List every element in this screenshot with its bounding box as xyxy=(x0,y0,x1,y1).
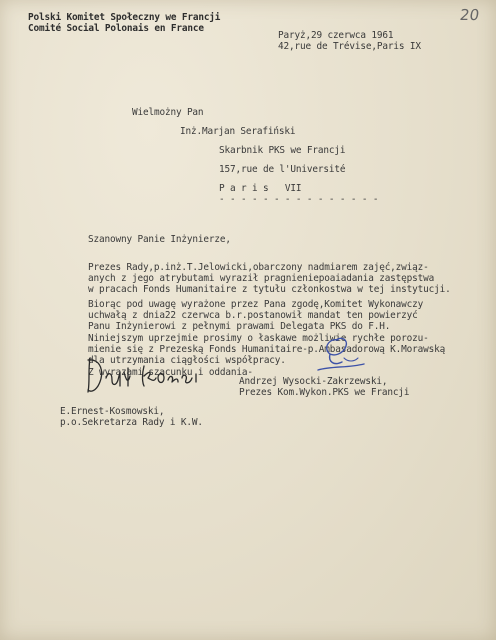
signature-president-handwritten xyxy=(308,332,368,380)
recipient-underline: - - - - - - - - - - - - - - - xyxy=(219,194,379,205)
recipient-city: P a r i s VII xyxy=(219,183,302,194)
paragraph-1-line-2: anych z jego atrybutami wyraził pragnieniepoaiadania zastępstwa xyxy=(88,273,435,284)
paragraph-2-line-2: uchwałą z dnia22 czerwca b.r.postanowił mandat ten powierzyć xyxy=(88,310,418,321)
recipient-honorific: Wielmożny Pan xyxy=(132,107,204,118)
secretary-name: E.Ernest-Kosmowski, xyxy=(60,406,165,417)
letter-date: Paryż,29 czerwca 1961 xyxy=(278,30,394,41)
org-name-french: Comité Social Polonais en France xyxy=(28,23,204,34)
paragraph-2-line-3: Panu Inżynierowi z pełnymi prawami Delegata PKS do F.H. xyxy=(88,321,391,332)
paragraph-3-line-1: Niniejszym uprzejmie prosimy o łaskawe możliwie rychłe porozu- xyxy=(88,333,429,344)
secretary-title: p.o.Sekretarza Rady i K.W. xyxy=(60,417,203,428)
paragraph-1-line-3: w pracach Fonds Humanitaire z tytułu członkostwa w tej instytucji. xyxy=(88,284,451,295)
page-number-handwritten: 20 xyxy=(458,6,481,24)
sender-address: 42,rue de Trévise,Paris IX xyxy=(278,41,421,52)
closing: Z wyrazami szacunku i oddania- xyxy=(88,367,253,378)
recipient-street: 157,rue de l'Université xyxy=(219,164,346,175)
paragraph-1-line-1: Prezes Rady,p.inż.T.Jelowicki,obarczony nadmiarem zajęć,związ- xyxy=(88,262,429,273)
president-name: Andrzej Wysocki-Zakrzewski, xyxy=(239,376,388,387)
president-title: Prezes Kom.Wykon.PKS we Francji xyxy=(239,387,410,398)
signature-secretary-handwritten xyxy=(84,352,204,398)
recipient-name: Inż.Marjan Serafiński xyxy=(180,126,296,137)
salutation: Szanowny Panie Inżynierze, xyxy=(88,234,231,245)
recipient-title: Skarbnik PKS we Francji xyxy=(219,145,346,156)
org-name-polish: Polski Komitet Społeczny we Francji xyxy=(28,12,221,23)
paragraph-3-line-2: mienie się z Prezeską Fonds Humanitaire-p.Ambasadorową K.Morawską xyxy=(88,344,446,355)
paragraph-3-line-3: dla utrzymania ciągłości współpracy. xyxy=(88,355,286,366)
paragraph-2-line-1: Biorąc pod uwagę wyrażone przez Pana zgodę,Komitet Wykonawczy xyxy=(88,299,424,310)
